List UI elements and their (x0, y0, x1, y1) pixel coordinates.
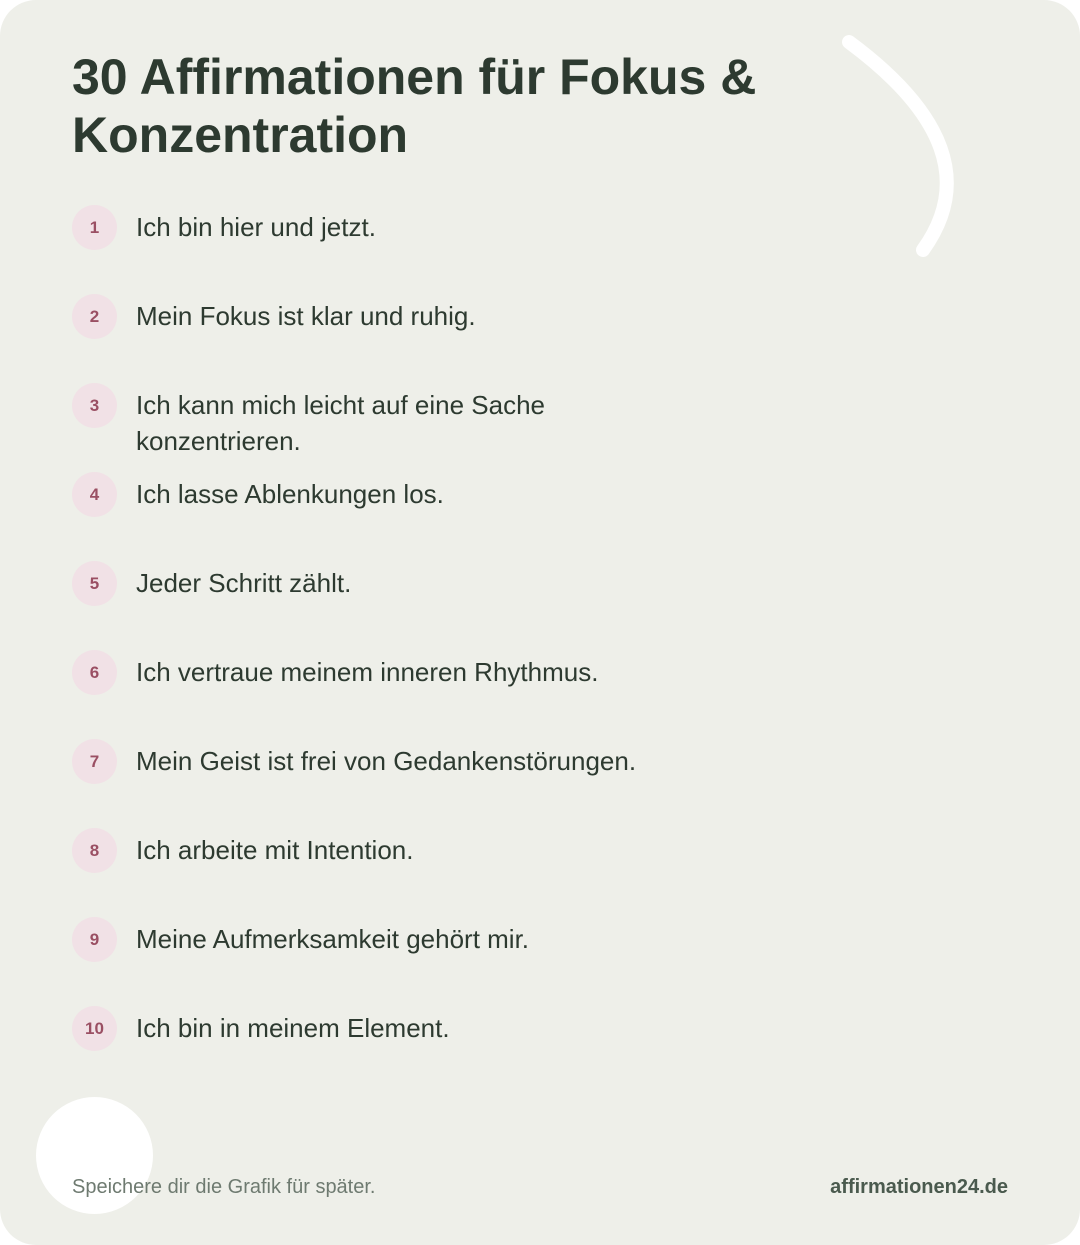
list-item (72, 472, 712, 561)
affirmation-text: Ich bin in meinem Element. (136, 1013, 450, 1043)
affirmation-text: Ich kann mich leicht auf eine Sache konzentrieren. (136, 390, 546, 456)
affirmation-text: Ich bin hier und jetzt. (136, 212, 376, 242)
number-badge: 3 (72, 383, 117, 428)
number-badge: 4 (72, 472, 117, 517)
number-badge: 2 (72, 294, 117, 339)
list-item (72, 561, 712, 650)
number-badge: 10 (72, 1006, 117, 1051)
list-item (72, 917, 712, 1006)
affirmation-text: Meine Aufmerksamkeit gehört mir. (136, 924, 530, 954)
footer-brand: affirmationen24.de (830, 1176, 1008, 1198)
list-item (72, 383, 712, 472)
list-item (72, 294, 712, 383)
affirmation-text: Ich vertraue meinem inneren Rhythmus. (136, 657, 599, 687)
list-item (72, 1006, 712, 1095)
number-badge: 7 (72, 739, 117, 784)
affirmation-list (72, 205, 712, 1095)
affirmation-text: Jeder Schritt zählt. (136, 568, 352, 598)
page-title: 30 Affirmationen für Fokus & Konzentration (72, 49, 757, 163)
number-badge: 8 (72, 828, 117, 873)
footer-note: Speichere dir die Grafik für später. (72, 1176, 376, 1198)
affirmation-text: Mein Geist ist frei von Gedankenstörungen. (136, 746, 637, 776)
list-item (72, 205, 712, 294)
number-badge: 9 (72, 917, 117, 962)
affirmation-text: Ich lasse Ablenkungen los. (136, 479, 444, 509)
list-item (72, 828, 712, 917)
affirmation-text: Mein Fokus ist klar und ruhig. (136, 301, 476, 331)
number-badge: 1 (72, 205, 117, 250)
number-badge: 6 (72, 650, 117, 695)
list-item (72, 739, 712, 828)
number-badge: 5 (72, 561, 117, 606)
list-item (72, 650, 712, 739)
affirmation-text: Ich arbeite mit Intention. (136, 835, 414, 865)
